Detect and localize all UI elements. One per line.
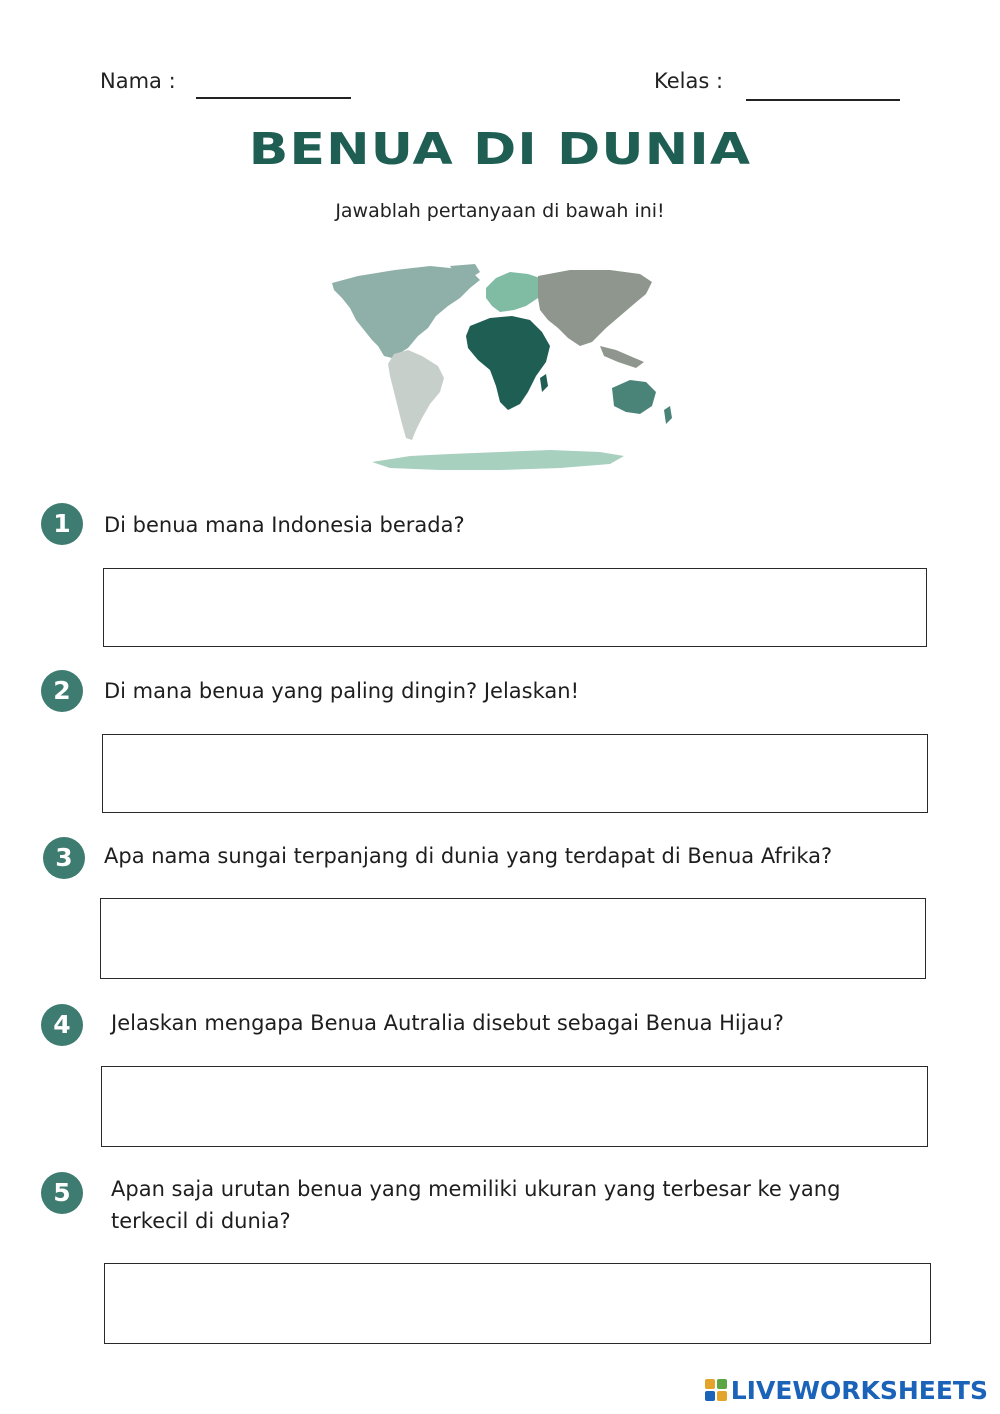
liveworksheets-wordmark: LIVEWORKSHEETS <box>730 1375 988 1405</box>
question-1-text: Di benua mana Indonesia berada? <box>104 513 465 537</box>
name-input-line[interactable] <box>196 97 351 99</box>
class-input-line[interactable] <box>746 99 900 101</box>
europe-shape <box>486 272 544 312</box>
question-3-answer-box[interactable] <box>100 898 926 979</box>
page-title: BENUA DI DUNIA <box>248 124 752 175</box>
africa-shape <box>466 316 550 410</box>
name-label: Nama : <box>100 69 176 93</box>
question-4-number-badge: 4 <box>41 1004 83 1046</box>
world-map-illustration <box>300 258 700 476</box>
question-5-answer-box[interactable] <box>104 1263 931 1344</box>
question-2-text: Di mana benua yang paling dingin? Jelaskan! <box>104 679 579 703</box>
question-5-text-line-1: Apan saja urutan benua yang memiliki ukuran yang terbesar ke yang <box>111 1177 841 1201</box>
question-3-text: Apa nama sungai terpanjang di dunia yang terdapat di Benua Afrika? <box>104 844 833 868</box>
instruction-text: Jawablah pertanyaan di bawah ini! <box>335 200 665 222</box>
class-label: Kelas : <box>654 69 724 93</box>
question-3-number-badge: 3 <box>43 837 85 879</box>
liveworksheets-branding <box>705 1372 988 1408</box>
asia-shape <box>538 270 652 346</box>
north-america-shape <box>332 266 480 358</box>
question-5-text-line-2: terkecil di dunia? <box>111 1209 291 1233</box>
southeast-asia-islands <box>600 346 644 368</box>
question-2-answer-box[interactable] <box>102 734 928 813</box>
australia-shape <box>612 380 656 414</box>
question-1-number-badge: 1 <box>41 503 83 545</box>
question-1-answer-box[interactable] <box>103 568 927 647</box>
question-2-number-badge: 2 <box>41 670 83 712</box>
question-4-answer-box[interactable] <box>101 1066 928 1147</box>
new-zealand-shape <box>664 406 672 424</box>
question-4-text: Jelaskan mengapa Benua Autralia disebut sebagai Benua Hijau? <box>111 1011 784 1035</box>
madagascar-shape <box>540 374 548 392</box>
antarctica-shape <box>372 450 624 470</box>
question-5-number-badge: 5 <box>41 1172 83 1214</box>
liveworksheets-logo-icon <box>705 1379 727 1401</box>
south-america-shape <box>388 350 444 440</box>
